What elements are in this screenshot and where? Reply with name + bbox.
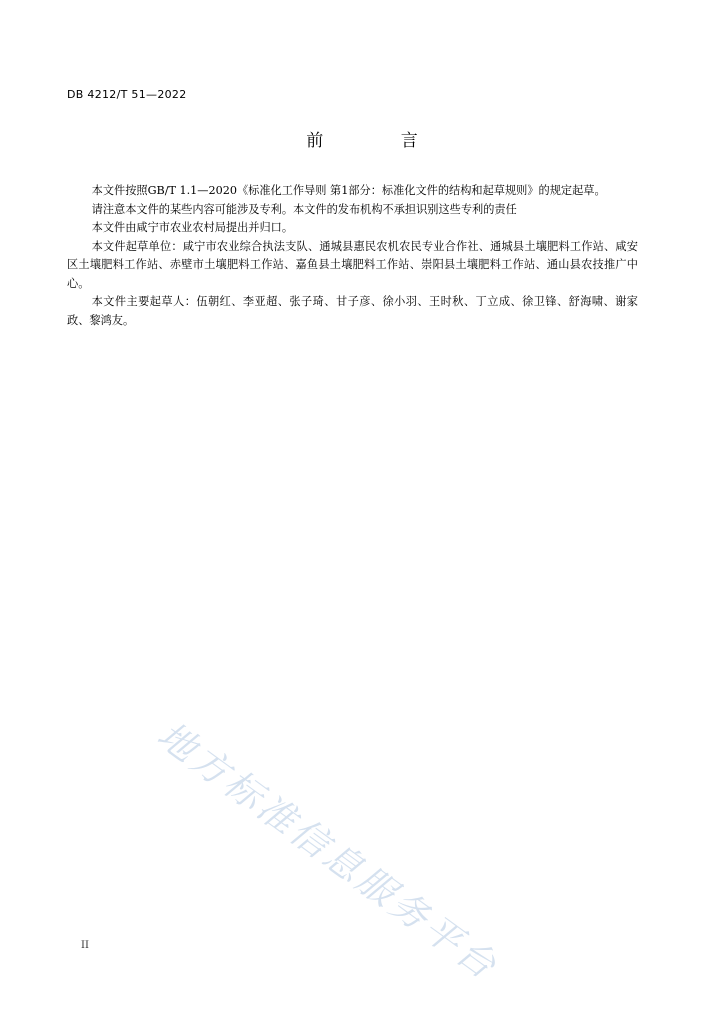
standard-code: DB 4212/T 51—2022	[67, 88, 187, 101]
paragraph-patent-notice: 请注意本文件的某些内容可能涉及专利。本文件的发布机构不承担识别这些专利的责任	[91, 202, 517, 216]
watermark: 地方标准信息服务平台	[149, 713, 507, 990]
page-number: II	[81, 940, 89, 951]
page-title: 前 言	[306, 131, 454, 151]
paragraph-proposer: 本文件由咸宁市农业农村局提出并归口。	[91, 221, 294, 234]
paragraph-drafting-basis: 本文件按照GB/T 1.1—2020《标准化工作导则 第1部分：标准化文件的结构和起草规则》的规定起草。	[91, 184, 606, 197]
paragraph-drafting-units: 本文件起草单位：咸宁市农业综合执法支队、通城县惠民农机农民专业合作社、通城县土壤肥料工作站、咸安区土壤肥料工作站、赤壁市土壤肥料工作站、嘉鱼县土壤肥料工作站、崇阳县土壤肥料工作站、通山县农技推广中心。	[67, 239, 638, 290]
paragraph-drafters: 本文件主要起草人：伍朝红、李亚超、张子琦、甘子彦、徐小羽、王时秋、丁立成、徐卫锋、舒海啸、谢家政、黎鸿友。	[67, 295, 638, 327]
preface-body	[67, 182, 638, 330]
